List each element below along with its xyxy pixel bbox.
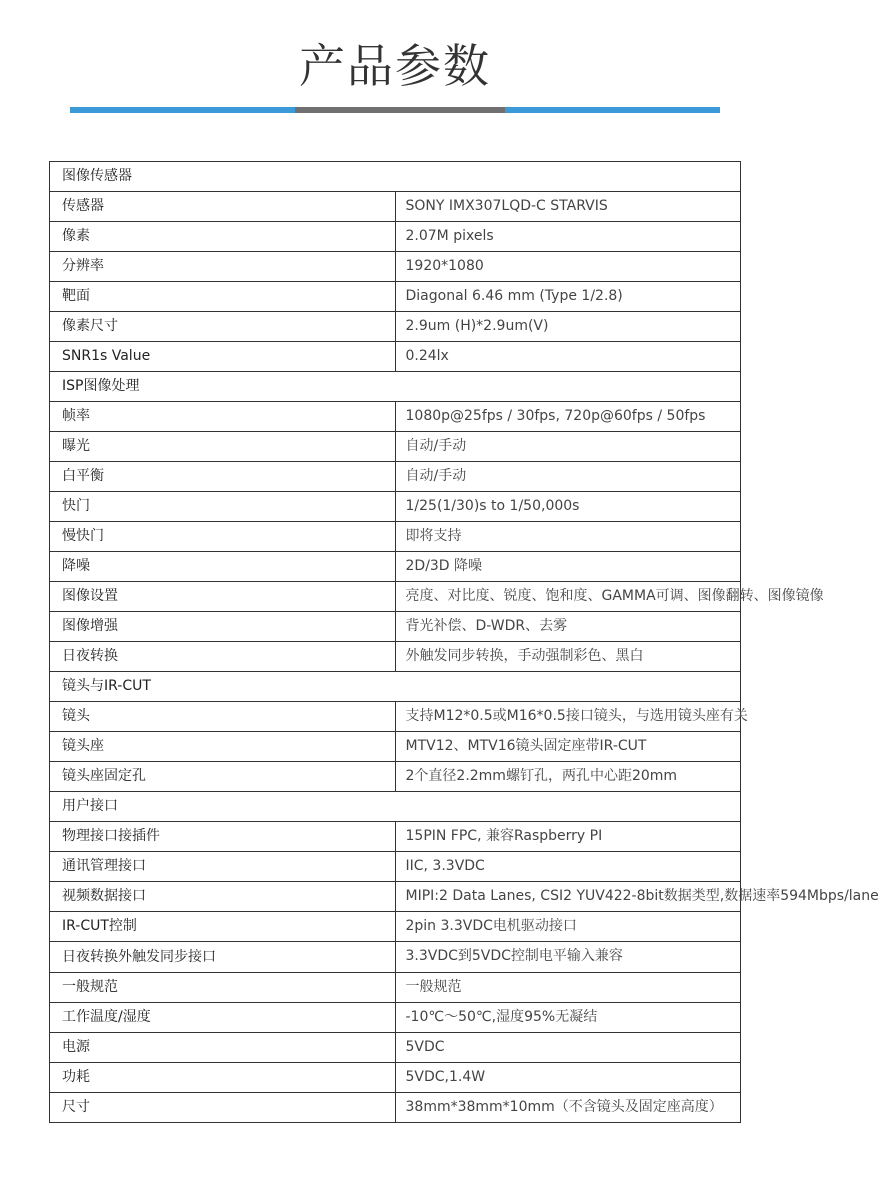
- section-heading-isp: ISP图像处理: [50, 372, 741, 402]
- row-label: IR-CUT控制: [50, 912, 396, 942]
- row-value: IIC, 3.3VDC: [395, 852, 741, 882]
- table-row: [50, 1063, 741, 1093]
- row-value: 支持M12*0.5或M16*0.5接口镜头，与选用镜头座有关: [395, 702, 741, 732]
- row-value: SONY IMX307LQD-C STARVIS: [395, 192, 741, 222]
- row-label: 传感器: [50, 192, 396, 222]
- row-value: 亮度、对比度、锐度、饱和度、GAMMA可调、图像翻转、图像镜像: [395, 582, 741, 612]
- row-value: 2.9um (H)*2.9um(V): [395, 312, 741, 342]
- table-row: [50, 912, 741, 942]
- table-row: [50, 1033, 741, 1063]
- table-row: [50, 882, 741, 912]
- table-row: [50, 552, 741, 582]
- row-value: 5VDC,1.4W: [395, 1063, 741, 1093]
- table-row: [50, 942, 741, 973]
- row-value: -10℃～50℃,湿度95%无凝结: [395, 1003, 741, 1033]
- row-value: 2个直径2.2mm螺钉孔，两孔中心距20mm: [395, 762, 741, 792]
- table-row: [50, 312, 741, 342]
- row-label: 电源: [50, 1033, 396, 1063]
- table-row: [50, 973, 741, 1003]
- table-row: [50, 282, 741, 312]
- row-value: 即将支持: [395, 522, 741, 552]
- row-value: 5VDC: [395, 1033, 741, 1063]
- row-value: 1920*1080: [395, 252, 741, 282]
- table-row: [50, 1003, 741, 1033]
- row-label: 靶面: [50, 282, 396, 312]
- row-label: 视频数据接口: [50, 882, 396, 912]
- table-row: [50, 702, 741, 732]
- title-underline-right: [505, 107, 720, 113]
- row-label: 图像增强: [50, 612, 396, 642]
- spec-table: [49, 161, 879, 1123]
- row-label: 像素尺寸: [50, 312, 396, 342]
- row-value: 0.24lx: [395, 342, 741, 372]
- row-label: 尺寸: [50, 1093, 396, 1123]
- section-heading-sensor: 图像传感器: [50, 162, 741, 192]
- table-row: [50, 462, 741, 492]
- row-value: 38mm*38mm*10mm（不含镜头及固定座高度）: [395, 1093, 741, 1123]
- row-value: MTV12、MTV16镜头固定座带IR-CUT: [395, 732, 741, 762]
- row-label: 功耗: [50, 1063, 396, 1093]
- table-row: [50, 582, 741, 612]
- row-value: 3.3VDC到5VDC控制电平输入兼容: [395, 942, 741, 973]
- row-label: 帧率: [50, 402, 396, 432]
- table-row: [50, 762, 741, 792]
- row-label: 分辨率: [50, 252, 396, 282]
- section-heading-interface: 用户接口: [50, 792, 741, 822]
- row-value: 15PIN FPC, 兼容Raspberry PI: [395, 822, 741, 852]
- row-value: 一般规范: [395, 973, 741, 1003]
- row-label: 曝光: [50, 432, 396, 462]
- row-label: 一般规范: [50, 973, 396, 1003]
- row-label: 镜头座: [50, 732, 396, 762]
- table-row: [50, 1093, 741, 1123]
- row-value: 2pin 3.3VDC电机驱动接口: [395, 912, 741, 942]
- table-row: [50, 492, 741, 522]
- row-label: 工作温度/湿度: [50, 1003, 396, 1033]
- table-row: [50, 342, 741, 372]
- row-label: 镜头: [50, 702, 396, 732]
- row-label: 慢快门: [50, 522, 396, 552]
- page-title: 产品参数: [299, 39, 491, 93]
- row-label: 像素: [50, 222, 396, 252]
- row-value: 自动/手动: [395, 462, 741, 492]
- table-row: [50, 732, 741, 762]
- row-value: 背光补偿、D-WDR、去雾: [395, 612, 741, 642]
- row-label: 白平衡: [50, 462, 396, 492]
- row-label: 镜头座固定孔: [50, 762, 396, 792]
- section-header: [50, 792, 741, 822]
- row-label: SNR1s Value: [50, 342, 396, 372]
- table-row: [50, 612, 741, 642]
- row-label: 日夜转换: [50, 642, 396, 672]
- section-header: [50, 372, 741, 402]
- table-row: [50, 852, 741, 882]
- row-value: 2D/3D 降噪: [395, 552, 741, 582]
- row-label: 图像设置: [50, 582, 396, 612]
- row-label: 日夜转换外触发同步接口: [50, 942, 396, 973]
- row-value: Diagonal 6.46 mm (Type 1/2.8): [395, 282, 741, 312]
- table-row: [50, 402, 741, 432]
- row-value: 自动/手动: [395, 432, 741, 462]
- title-underline-middle: [295, 107, 505, 113]
- row-value: MIPI:2 Data Lanes, CSI2 YUV422-8bit数据类型,数据速率594Mbps/lane: [395, 882, 741, 912]
- table-row: [50, 252, 741, 282]
- row-label: 降噪: [50, 552, 396, 582]
- section-heading-lens: 镜头与IR-CUT: [50, 672, 741, 702]
- table-row: [50, 522, 741, 552]
- row-label: 通讯管理接口: [50, 852, 396, 882]
- table-row: [50, 642, 741, 672]
- row-value: 1/25(1/30)s to 1/50,000s: [395, 492, 741, 522]
- table-row: [50, 192, 741, 222]
- title-underline-left: [70, 107, 295, 113]
- row-value: 1080p@25fps / 30fps, 720p@60fps / 50fps: [395, 402, 741, 432]
- row-label: 快门: [50, 492, 396, 522]
- table-row: [50, 822, 741, 852]
- section-header: [50, 672, 741, 702]
- section-header: [50, 162, 741, 192]
- row-value: 2.07M pixels: [395, 222, 741, 252]
- row-label: 物理接口接插件: [50, 822, 396, 852]
- table-row: [50, 222, 741, 252]
- row-value: 外触发同步转换，手动强制彩色、黑白: [395, 642, 741, 672]
- table-row: [50, 432, 741, 462]
